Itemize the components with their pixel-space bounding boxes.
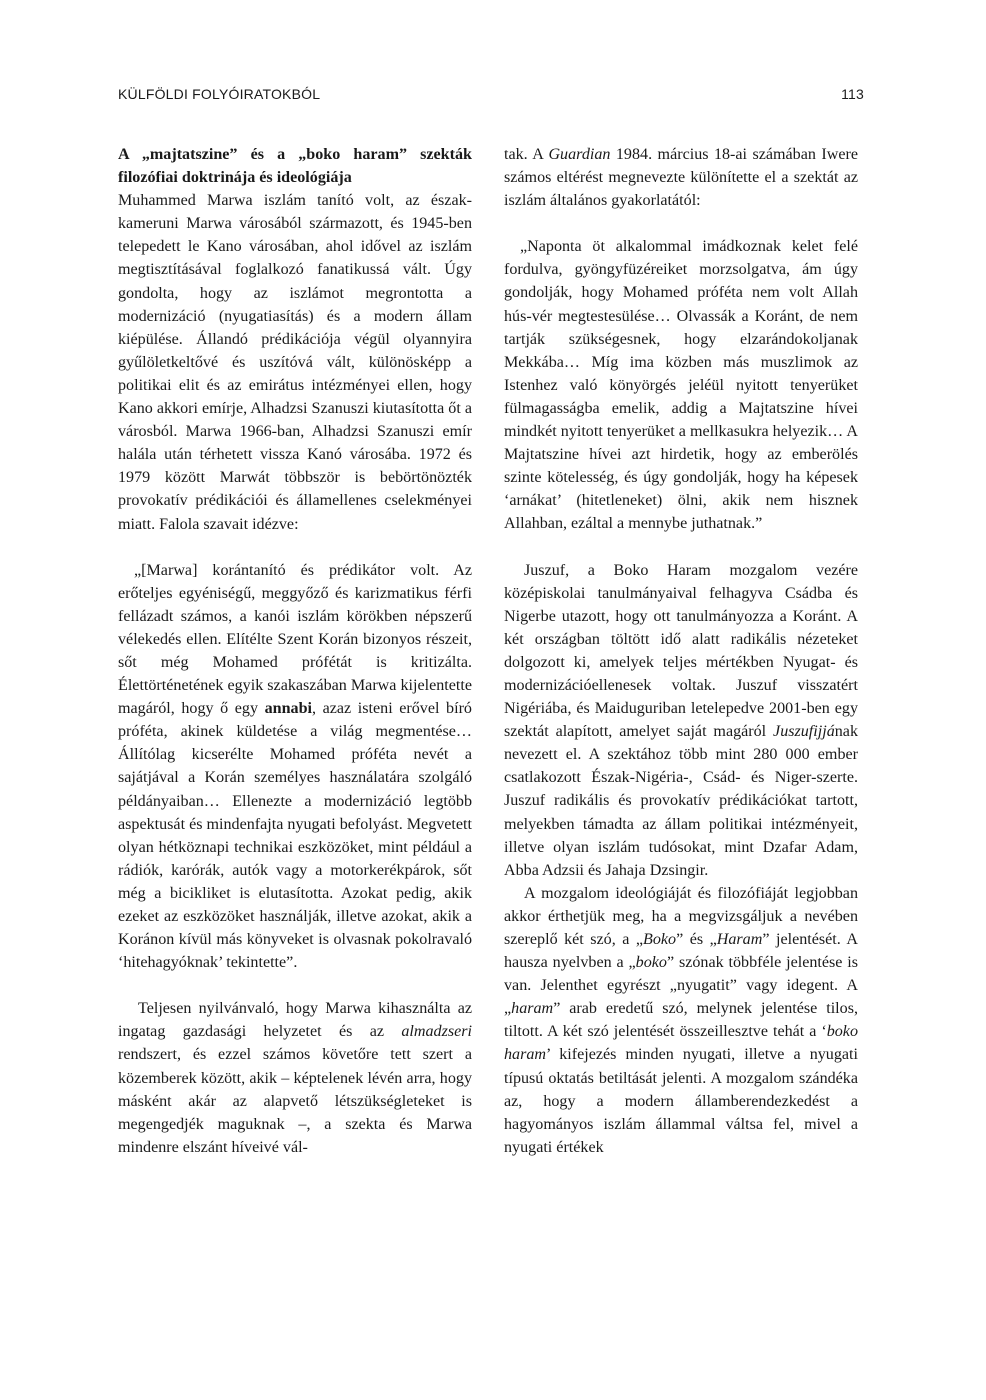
italic-term: almadzseri [401,1023,472,1041]
quote-text: , azaz isteni erővel bíró próféta, akinek küldetése a világ megmentése… Állítólag kicserélte Mohamed próféta nevét a sajátjával a Korán személyes használatára szolgáló példányaiban… Ellenezte a modernizáció legtöbb aspektusát és mindenfajta nyugati befolyást. Megvetett olyan hétköznapi technikai eszközöket, mint például a rádiók, karórák, autók vagy a motorkerékpárok, sőt még a bicikliket is elutasította. Azokat pedig, akik ezeket az eszközöket használják, illetve azokat, akik a Koránon kívül más könyveket is olvasnak pokolravaló ‘hitehagyóknak’ tekintette”. [118,700,472,972]
italic-term: boko haram [504,1023,858,1064]
paragraph-text: ” jelentését. A hausza nyelvben a „ [504,931,859,972]
paragraph-juszuf [504,559,858,882]
paragraph-text: ’ kifejezés minden nyugati, illetve a nyugati típusú oktatás betiltását jelenti. A mozgalom szándéka az, hogy a modern államberendezkedést a hagyományos iszlám állammal váltsa fel, mivel a nyugati értékek [504,1046,858,1156]
running-header [118,86,864,108]
running-title: KÜLFÖLDI FOLYÓIRATOKBÓL [118,86,321,102]
paragraph-text: rendszert, és ezzel számos követőre tett szert a közemberek között, akik – képtelenek lévén arra, hogy másként akár az alapvető létszükségleteket is megengedjék maguknak –, a szekta és Marwa mindenre elszánt híveivé vál- [118,1046,472,1156]
italic-term: haram [511,1000,554,1018]
paragraph-boko-haram-meaning [504,882,858,1159]
section-heading: A „majtatszine” és a „boko haram” szekták filozófiai doktrinája és ideológiája [118,146,472,187]
paragraph-text: nak nevezett el. A szektához több mint 280 000 ember csatlakozott Észak-Nigéria-, Csád- és Niger-szerte. Juszuf radikális és provokatív prédikációkat tartott, melyekben támadta az állam politikai intézményeit, illetve olyan iszlám tudósokat, mint Dzafar Adam, Abba Adzsii és Jahaja Dzsingir. [504,723,858,879]
paragraph-marwa-followers [118,997,472,1159]
italic-term: Guardian [548,146,611,163]
page-number: 113 [841,86,864,102]
paragraph-guardian [504,143,858,212]
paragraph-text: tak. A [504,146,549,163]
quote-text: „[Marwa] korántanító és prédikátor volt. Az erőteljes egyéniségű, meggyőző és karizmatikus férfi fellázadt számos, a kanói iszlám körökben népszerű vélekedés ellen. Elítélte Szent Korán bizonyos részeit, sőt még Mohamed prófétát is kritizálta. Élettörténetének egyik szakaszában Marwa kijelentette magáról, hogy ő egy [118,561,472,718]
quote-iwere: „Naponta öt alkalommal imádkoznak kelet felé fordulva, gyöngyfüzéreiket morzsolgatva, ám úgy gondolják, hogy Mohamed próféta nem volt Allah hús-vér megtestesülése… Olvassák a Koránt, de nem tartják szükségesnek, hogy elzarándokoljanak Mekkába… Míg ima közben más muszlimok az Istenhez való könyörgés jeléül nyitott tenyerüket fülmagasságba emelik, addig a Majtatszine hívei mindkét nyitott tenyerüket a mellkasukra helyezik… A Majtatszine hívei azt hirdetik, hogy az emberölés szinte kötelesség, és úgy gondolják, hogy ha képesek ‘arnákat’ (hitetleneket) ölni, akik nem hisznek Allahban, ezáltal a mennybe juthatnak.” [504,238,858,533]
left-column [118,143,472,1159]
paragraph-text: ” arab eredetű szó, melynek jelentése tilos, tiltott. A két szó jelentését összeillesztve tehát a ‘ [504,1000,858,1041]
paragraph-text: ” szónak többféle jelentése is van. Jelenthet egyrészt „nyugatit” vagy idegent. A „ [504,954,858,1018]
paragraph-text: Juszuf, a Boko Haram mozgalom vezére középiskolai tanulmányaival felhagyva Csádba és Nigerbe utazott, hogy ott tanulmányozza a Koránt. A két országban töltött idő alatt radikális nézeteket dolgozott ki, amelyek teljes mértékben Nyugat- és modernizációellenesek voltak. Juszuf visszatért Nigériába, és Maiduguriban letelepedve 2001-ben egy szektát alapított, amelyet saját magáról [504,561,858,741]
italic-term: Juszufijjá [773,723,835,741]
quote-falola [118,559,472,975]
italic-term: Boko [643,931,677,948]
paragraph-text: ” és „ [676,931,717,948]
italic-term: boko [635,954,667,972]
quote-bold-term: annabi [264,700,313,718]
right-column [504,143,858,1159]
paragraph-text: A mozgalom ideológiáját és filozófiáját legjobban akkor érthetjük meg, ha a megvizsgáljuk a nevében szereplő két szó, a „ [504,884,858,948]
paragraph-text: 1984. március 18-ai számában Iwere számos eltérést megnevezte különítette el a szektát az iszlám általános gyakorlatától: [504,146,858,210]
italic-term: Haram [716,931,763,948]
paragraph-marwa-intro: Muhammed Marwa iszlám tanító volt, az észak-kameruni Marwa városából származott, és 1945-ben telepedett le Kano városában, ahol idővel az iszlám megtisztításával foglalkozó fanatikussá vált. Úgy gondolta, hogy az iszlámot megrontotta a modernizáció (nyugatiasítás) és a modern állam kiépülése. Állandó prédikációja végül olyannyira gyűlöletkeltővé és uszítóvá vált, különösképp a politikai elit és az emirátus intézményei ellen, hogy Kano akkori emírje, Alhadzsi Szanuszi kiutasította őt a városból. Marwa 1966-ban, Alhadzsi Szanuszi emír halála után térhetett vissza Kanó városába. 1972 és 1979 között Marwát többször is bebörtönözték provokatív prédikációi és államellenes cselekményei miatt. Falola szavait idézve: [118,192,472,533]
paragraph-text: Teljesen nyilvánvaló, hogy Marwa kihasználta az ingatag gazdasági helyzetet és az [118,1000,472,1041]
